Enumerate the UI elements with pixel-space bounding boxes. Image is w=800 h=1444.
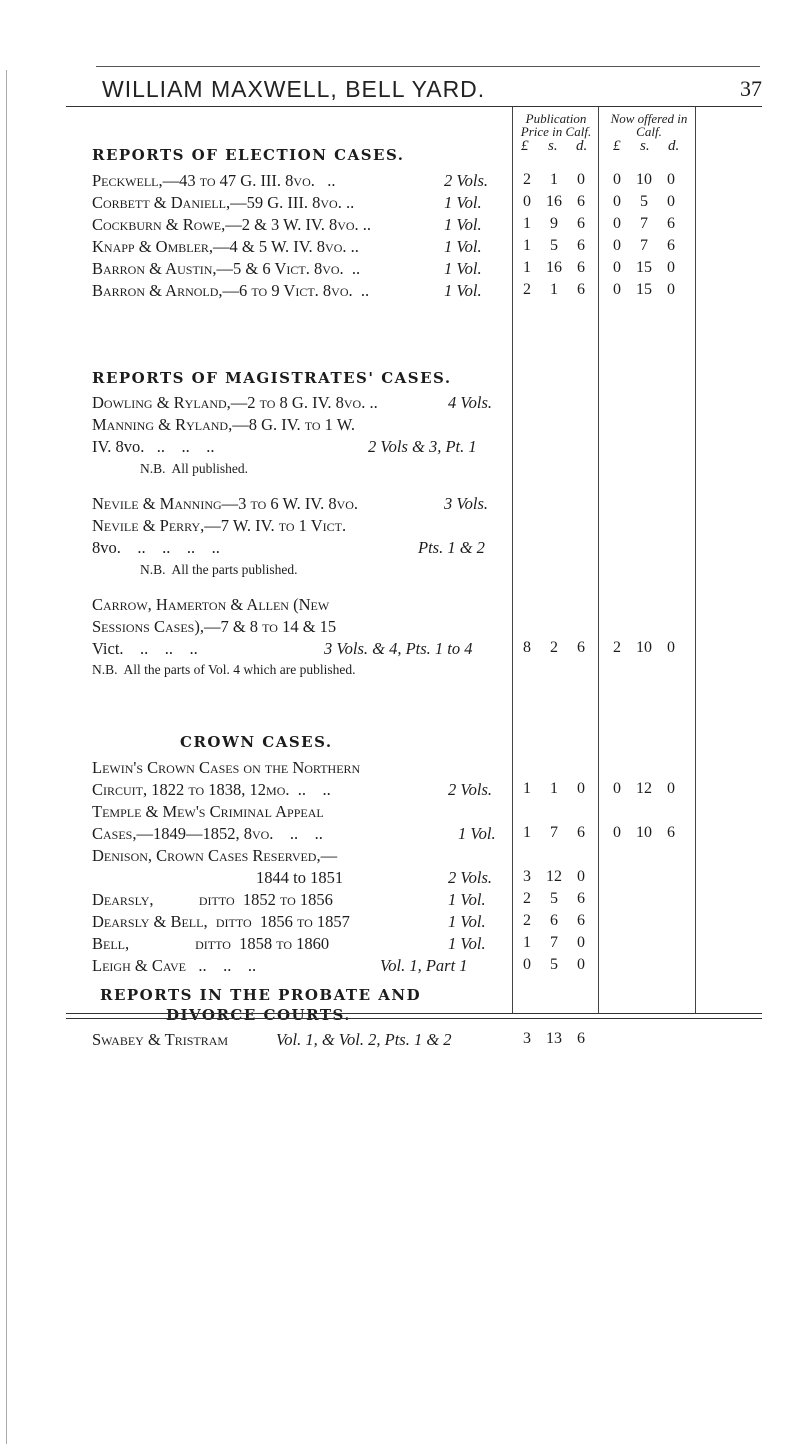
pounds-value: 1 — [523, 780, 531, 797]
section-heading-election: REPORTS OF ELECTION CASES. — [92, 146, 405, 164]
volume-count: Pts. 1 & 2 — [418, 538, 485, 557]
shillings-value: 2 — [550, 639, 558, 656]
shillings-value: 7 — [550, 824, 558, 841]
shilling-label: s. — [548, 138, 558, 154]
pence-value: 6 — [577, 259, 585, 276]
entry-line: Denison, Crown Cases Reserved,— — [92, 846, 338, 865]
pence-value: 6 — [577, 237, 585, 254]
volume-count: 1 Vol. — [444, 281, 482, 300]
pence-value: 0 — [667, 281, 675, 298]
volume-count: 2 Vols. — [448, 868, 493, 887]
shillings-value: 15 — [636, 281, 652, 298]
pence-value: 6 — [667, 824, 675, 841]
pound-label: £ — [521, 138, 529, 154]
pence-value: 0 — [667, 780, 675, 797]
header-rule — [66, 106, 762, 107]
entry-line: Dearsly & Bell, ditto 1856 to 1857 — [92, 912, 350, 931]
volume-count: 2 Vols. — [444, 171, 489, 190]
entry-line: IV. 8vo. .. .. .. — [92, 437, 215, 456]
shillings-value: 9 — [550, 215, 558, 232]
pence-value: 0 — [577, 934, 585, 951]
pence-value: 6 — [577, 912, 585, 929]
pounds-value: 2 — [523, 912, 531, 929]
shillings-value: 7 — [640, 237, 648, 254]
pounds-value: 3 — [523, 868, 531, 885]
pence-value: 0 — [577, 171, 585, 188]
shillings-value: 16 — [546, 193, 562, 210]
pence-label: d. — [576, 138, 588, 154]
pence-value: 0 — [667, 639, 675, 656]
entry-line: Circuit, 1822 to 1838, 12mo. .. .. — [92, 780, 331, 799]
pence-value: 6 — [577, 1030, 585, 1047]
volume-count: 1 Vol. — [458, 824, 496, 843]
pounds-value: 2 — [523, 281, 531, 298]
pounds-value: 1 — [523, 824, 531, 841]
pence-value: 0 — [577, 780, 585, 797]
volume-count: 1 Vol. — [448, 934, 486, 953]
shillings-value: 5 — [550, 237, 558, 254]
column-divider — [598, 107, 599, 1013]
shillings-value: 10 — [636, 171, 652, 188]
shillings-value: 10 — [636, 824, 652, 841]
pence-value: 6 — [577, 824, 585, 841]
bottom-rule — [66, 1013, 762, 1014]
running-title: WILLIAM MAXWELL, BELL YARD. — [102, 76, 486, 102]
shillings-value: 1 — [550, 171, 558, 188]
shilling-label: s. — [640, 138, 650, 154]
entry-line: Dowling & Ryland,—2 to 8 G. IV. 8vo. .. — [92, 393, 378, 412]
volume-count: 1 Vol. — [444, 259, 482, 278]
shillings-value: 10 — [636, 639, 652, 656]
column-divider — [512, 107, 513, 1013]
entry-line: Nevile & Perry,—7 W. IV. to 1 Vict. — [92, 516, 347, 535]
pound-label: £ — [613, 138, 621, 154]
shillings-value: 5 — [550, 956, 558, 973]
pence-value: 0 — [667, 171, 675, 188]
pence-value: 0 — [577, 956, 585, 973]
page-number: 37 — [740, 76, 762, 101]
entry-line: Cockburn & Rowe,—2 & 3 W. IV. 8vo. .. — [92, 215, 372, 234]
pence-value: 0 — [577, 868, 585, 885]
pounds-value: 1 — [523, 934, 531, 951]
shillings-value: 13 — [546, 1030, 562, 1047]
entry-line: 1844 to 1851 — [256, 868, 344, 887]
pounds-value: 1 — [523, 215, 531, 232]
shillings-value: 7 — [550, 934, 558, 951]
pence-value: 6 — [577, 215, 585, 232]
pounds-value: 8 — [523, 639, 531, 656]
entry-line: 8vo. .. .. .. .. — [92, 538, 220, 557]
section-heading-magistrates: REPORTS OF MAGISTRATES' CASES. — [92, 369, 452, 387]
volume-count: 2 Vols. — [448, 780, 493, 799]
pounds-value: 0 — [613, 237, 621, 254]
volume-count: 2 Vols & 3, Pt. 1 — [368, 437, 477, 456]
pence-value: 0 — [667, 259, 675, 276]
shillings-value: 7 — [640, 215, 648, 232]
volume-count: Vol. 1, & Vol. 2, Pts. 1 & 2 — [276, 1030, 452, 1049]
entry-line: Corbett & Daniell,—59 G. III. 8vo. .. — [92, 193, 355, 212]
pounds-value: 0 — [613, 259, 621, 276]
shillings-value: 12 — [546, 868, 562, 885]
entry-line: Nevile & Manning—3 to 6 W. IV. 8vo. — [92, 494, 359, 513]
entry-line: Cases,—1849—1852, 8vo. .. .. — [92, 824, 323, 843]
entry-line: Peckwell,—43 to 47 G. III. 8vo. .. — [92, 171, 336, 190]
pounds-value: 0 — [613, 215, 621, 232]
pounds-value: 0 — [523, 956, 531, 973]
running-header — [102, 74, 762, 104]
pounds-value: 2 — [613, 639, 621, 656]
pence-value: 6 — [577, 639, 585, 656]
entry-line: Bell, ditto 1858 to 1860 — [92, 934, 330, 953]
page-edge — [6, 70, 7, 1444]
publication-price-header: Publication Price in Calf. — [520, 111, 592, 139]
pounds-value: 0 — [613, 824, 621, 841]
volume-count: 1 Vol. — [448, 912, 486, 931]
pence-value: 6 — [667, 237, 675, 254]
shillings-value: 5 — [640, 193, 648, 210]
shillings-value: 1 — [550, 281, 558, 298]
column-divider — [695, 107, 696, 1013]
volume-count: 3 Vols. — [444, 494, 489, 513]
volume-count: 4 Vols. — [448, 393, 493, 412]
volume-count: 1 Vol. — [444, 193, 482, 212]
entry-line: Manning & Ryland,—8 G. IV. to 1 W. — [92, 415, 355, 434]
entry-line: Lewin's Crown Cases on the Northern — [92, 758, 361, 777]
shillings-value: 5 — [550, 890, 558, 907]
note-line: N.B. All the parts published. — [140, 562, 298, 577]
shillings-value: 15 — [636, 259, 652, 276]
pounds-value: 3 — [523, 1030, 531, 1047]
shillings-value: 1 — [550, 780, 558, 797]
entry-line: Knapp & Ombler,—4 & 5 W. IV. 8vo. .. — [92, 237, 359, 256]
pounds-value: 2 — [523, 890, 531, 907]
volume-count: 1 Vol. — [444, 237, 482, 256]
entry-line: Sessions Cases),—7 & 8 to 14 & 15 — [92, 617, 337, 636]
shillings-value: 16 — [546, 259, 562, 276]
section-heading-probate: REPORTS IN THE PROBATE AND — [100, 986, 422, 1004]
pounds-value: 1 — [523, 237, 531, 254]
volume-count: 3 Vols. & 4, Pts. 1 to 4 — [324, 639, 473, 658]
entry-line: Carrow, Hamerton & Allen (New — [92, 595, 330, 614]
pence-label: d. — [668, 138, 680, 154]
volume-count: Vol. 1, Part 1 — [380, 956, 468, 975]
pence-value: 6 — [577, 193, 585, 210]
section-heading-crown: CROWN CASES. — [180, 733, 333, 751]
pence-value: 6 — [667, 215, 675, 232]
pounds-value: 0 — [613, 171, 621, 188]
pounds-value: 0 — [613, 780, 621, 797]
entry-line: Vict. .. .. .. — [92, 639, 198, 658]
pence-value: 6 — [577, 281, 585, 298]
shillings-value: 12 — [636, 780, 652, 797]
top-rule — [96, 66, 760, 67]
note-line: N.B. All the parts of Vol. 4 which are published. — [92, 662, 356, 677]
entry-line: Barron & Austin,—5 & 6 Vict. 8vo. .. — [92, 259, 361, 278]
entry-line: Dearsly, ditto 1852 to 1856 — [92, 890, 333, 909]
note-line: N.B. All published. — [140, 461, 249, 476]
offered-price-header: Now offered in Calf. — [610, 111, 688, 139]
entry-line: Leigh & Cave .. .. .. — [92, 956, 257, 975]
pence-value: 0 — [667, 193, 675, 210]
entry-line: Barron & Arnold,—6 to 9 Vict. 8vo. .. — [92, 281, 370, 300]
volume-count: 1 Vol. — [448, 890, 486, 909]
entry-line: Temple & Mew's Criminal Appeal — [92, 802, 324, 821]
entry-line: Swabey & Tristram — [92, 1030, 229, 1049]
section-heading-divorce: DIVORCE COURTS. — [166, 1006, 351, 1024]
pence-value: 6 — [577, 890, 585, 907]
pounds-value: 2 — [523, 171, 531, 188]
volume-count: 1 Vol. — [444, 215, 482, 234]
pounds-value: 0 — [613, 281, 621, 298]
shillings-value: 6 — [550, 912, 558, 929]
bottom-rule — [66, 1018, 762, 1019]
pounds-value: 1 — [523, 259, 531, 276]
pounds-value: 0 — [523, 193, 531, 210]
pounds-value: 0 — [613, 193, 621, 210]
